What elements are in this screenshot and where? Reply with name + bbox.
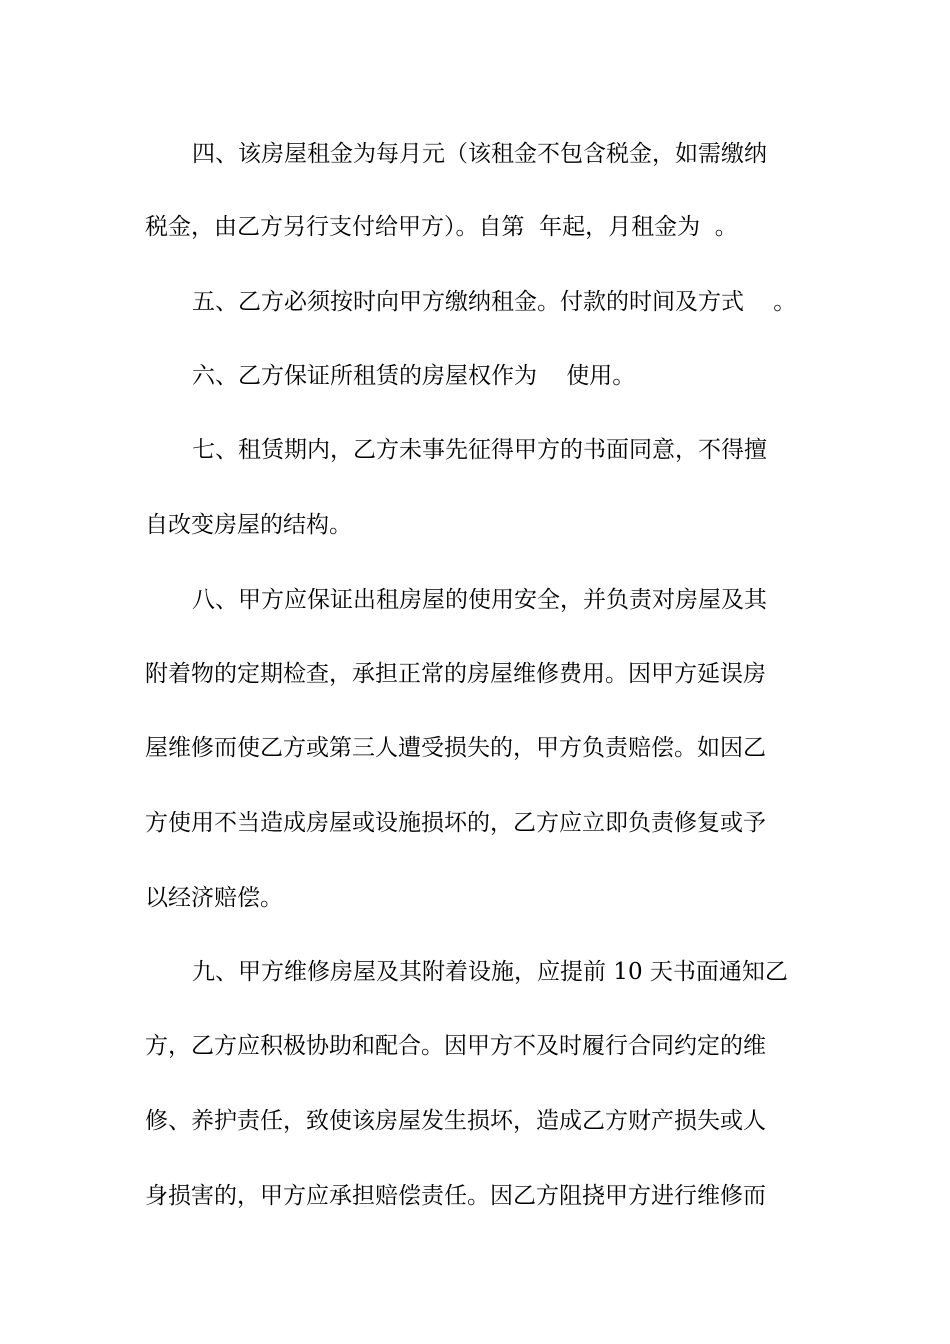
text-line: 以经济赔偿。 <box>145 885 283 911</box>
text-line: 六、乙方保证所租赁的房屋权作为 使用。 <box>192 363 636 389</box>
text-line: 方，乙方应积极协助和配合。因甲方不及时履行合同约定的维 <box>145 1033 766 1059</box>
text-line: 九、甲方维修房屋及其附着设施，应提前 10 天书面通知乙 <box>192 959 788 985</box>
paragraph-9-line-1 <box>0 952 950 992</box>
text-line: 七、租赁期内，乙方未事先征得甲方的书面同意，不得擅 <box>192 437 767 463</box>
paragraph-9-line-4 <box>0 1176 950 1216</box>
paragraph-7-line-1 <box>0 430 950 470</box>
text-line: 四、该房屋租金为每月元（该租金不包含税金，如需缴纳 <box>192 141 767 167</box>
paragraph-8-line-3 <box>0 728 950 768</box>
paragraph-8-line-1 <box>0 580 950 620</box>
paragraph-8-line-4 <box>0 803 950 843</box>
text-line: 方使用不当造成房屋或设施损坏的，乙方应立即负责修复或予 <box>145 810 766 836</box>
paragraph-6-line-1 <box>0 356 950 396</box>
paragraph-8-line-5 <box>0 878 950 918</box>
paragraph-9-line-2 <box>0 1026 950 1066</box>
paragraph-9-line-3 <box>0 1101 950 1141</box>
text-line: 屋维修而使乙方或第三人遭受损失的，甲方负责赔偿。如因乙 <box>145 735 766 761</box>
paragraph-8-line-2 <box>0 654 950 694</box>
text-line: 五、乙方必须按时向甲方缴纳租金。付款的时间及方式 。 <box>192 289 797 315</box>
text-line: 身损害的，甲方应承担赔偿责任。因乙方阻挠甲方进行维修而 <box>145 1183 766 1209</box>
text-line: 附着物的定期检查，承担正常的房屋维修费用。因甲方延误房 <box>145 661 766 687</box>
paragraph-7-line-2 <box>0 505 950 545</box>
text-line: 修、养护责任，致使该房屋发生损坏，造成乙方财产损失或人 <box>145 1108 766 1134</box>
paragraph-4-line-2 <box>0 207 950 247</box>
paragraph-4-line-1 <box>0 134 950 174</box>
paragraph-5-line-1 <box>0 282 950 322</box>
text-line: 自改变房屋的结构。 <box>145 512 352 538</box>
text-line: 税金，由乙方另行支付给甲方）。自第 年起，月租金为 。 <box>145 214 738 240</box>
text-line: 八、甲方应保证出租房屋的使用安全，并负责对房屋及其 <box>192 587 767 613</box>
